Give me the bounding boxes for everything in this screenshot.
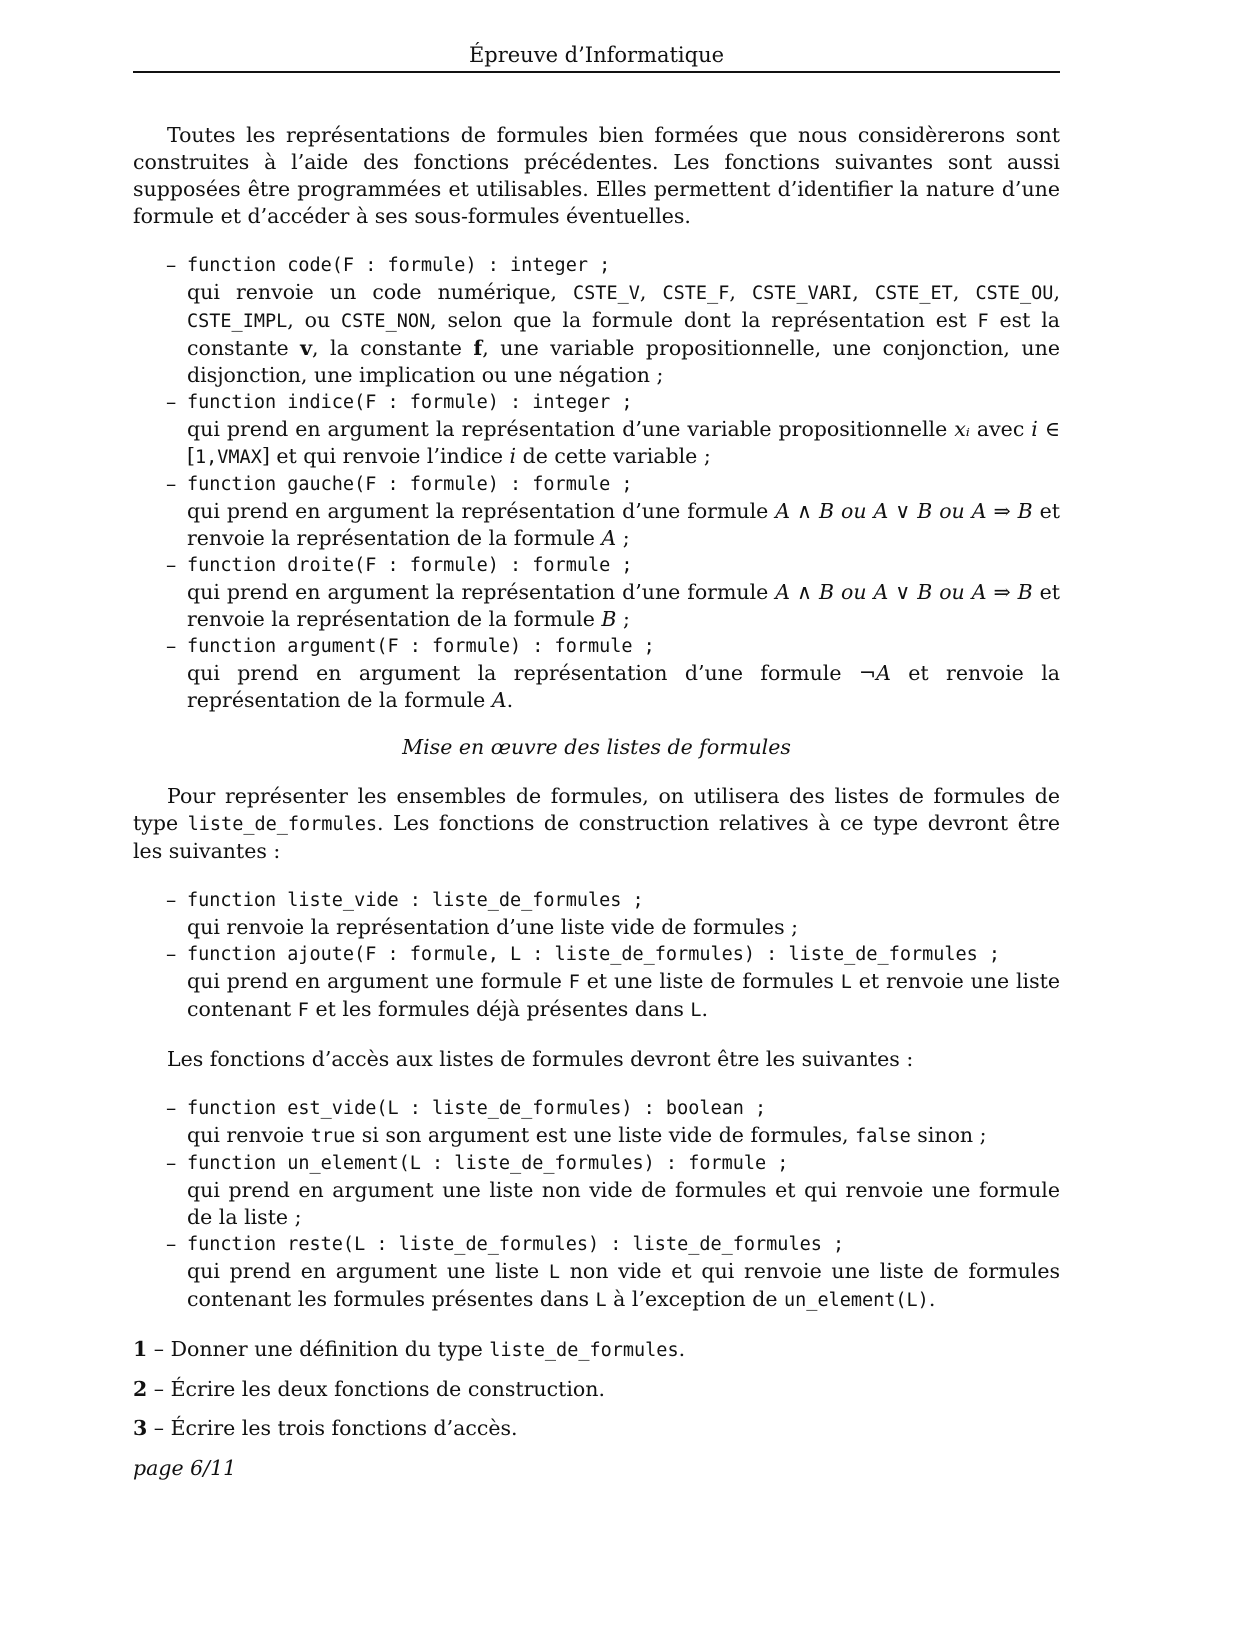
function-signature: function ajoute(F : formule, L : liste_de_formules) : liste_de_formules ; — [187, 944, 1001, 965]
function-description: qui renvoie true si son argument est une liste vide de formules, false sinon ; — [187, 1123, 987, 1147]
function-signature: function argument(F : formule) : formule ; — [187, 636, 655, 657]
list-dash: – — [166, 390, 177, 414]
list-dash: – — [166, 253, 177, 277]
function-signature: function est_vide(L : liste_de_formules) : boolean ; — [187, 1098, 767, 1119]
header-title: Épreuve d’Informatique — [468, 43, 725, 67]
function-reste — [166, 1231, 1060, 1314]
list-dash: – — [166, 472, 177, 496]
list-dash: – — [166, 634, 177, 658]
function-indice — [166, 389, 1060, 471]
question-2: 2 – Écrire les deux fonctions de construction. — [133, 1377, 605, 1401]
function-droite — [166, 552, 1060, 633]
function-description: qui prend en argument une formule F et une liste de formules L et renvoie une liste contenant F et les formules déjà présentes dans L. — [187, 969, 1060, 1021]
function-est-vide — [166, 1095, 1060, 1150]
function-signature: function indice(F : formule) : integer ; — [187, 392, 633, 413]
list-dash: – — [166, 553, 177, 577]
function-description: qui renvoie un code numérique, CSTE_V, CSTE_F, CSTE_VARI, CSTE_ET, CSTE_OU, CSTE_IMPL, ou CSTE_NON, selon que la formule dont la représentation est F est la constante v, la constante f, une variable propositionnelle, une conjonction, une disjonction, une implication ou une négation ; — [187, 280, 1060, 387]
intro-paragraph: Toutes les représentations de formules bien formées que nous considèrerons sont construites à l’aide des fonctions précédentes. Les fonctions suivantes sont aussi supposées être programmées et utilisables. Elles permettent d’identifier la nature d’une formule et d’accéder à ses sous-formules éventuelles. — [133, 123, 1060, 228]
function-description: qui prend en argument la représentation d’une formule ¬A et renvoie la représentation de la formule A. — [187, 661, 1060, 712]
list-dash: – — [166, 1151, 177, 1175]
function-gauche — [166, 471, 1060, 552]
formula-function-list — [133, 252, 1060, 714]
function-description: qui renvoie la représentation d’une liste vide de formules ; — [187, 915, 799, 939]
function-signature: function un_element(L : liste_de_formules) : formule ; — [187, 1153, 789, 1174]
function-un-element — [166, 1150, 1060, 1231]
section-title: Mise en œuvre des listes de formules — [402, 735, 791, 759]
page-content — [133, 122, 1060, 1442]
function-argument — [166, 633, 1060, 714]
access-intro-paragraph: Les fonctions d’accès aux listes de formules devront être les suivantes : — [167, 1047, 914, 1071]
function-code — [166, 252, 1060, 389]
constructor-function-list — [133, 887, 1060, 1024]
function-description: qui prend en argument la représentation d’une variable propositionnelle xᵢ avec i ∈ [1,VMAX] et qui renvoie l’indice i de cette variable ; — [187, 417, 1060, 468]
accessor-function-list — [133, 1095, 1060, 1314]
question-1: 1 – Donner une définition du type liste_de_formules. — [133, 1337, 686, 1361]
page-header — [133, 42, 1060, 73]
function-description: qui prend en argument une liste L non vide et qui renvoie une liste de formules contenant les formules présentes dans L à l’exception de un_element(L). — [187, 1259, 1060, 1311]
list-dash: – — [166, 888, 177, 912]
list-dash: – — [166, 1096, 177, 1120]
function-description: qui prend en argument la représentation d’une formule A ∧ B ou A ∨ B ou A ⇒ B et renvoie la représentation de la formule A ; — [187, 499, 1060, 550]
function-ajoute — [166, 941, 1060, 1024]
list-dash: – — [166, 1232, 177, 1256]
page-number: page 6/11 — [133, 1456, 237, 1480]
function-liste-vide — [166, 887, 1060, 941]
question-3: 3 – Écrire les trois fonctions d’accès. — [133, 1416, 518, 1440]
function-description: qui prend en argument la représentation d’une formule A ∧ B ou A ∨ B ou A ⇒ B et renvoie la représentation de la formule B ; — [187, 580, 1060, 631]
function-signature: function droite(F : formule) : formule ; — [187, 555, 633, 576]
function-signature: function code(F : formule) : integer ; — [187, 255, 611, 276]
function-signature: function gauche(F : formule) : formule ; — [187, 474, 633, 495]
lists-intro-paragraph: Pour représenter les ensembles de formules, on utilisera des listes de formules de type liste_de_formules. Les fonctions de construction relatives à ce type devront être les suivantes : — [133, 784, 1061, 863]
function-description: qui prend en argument une liste non vide de formules et qui renvoie une formule de la liste ; — [187, 1178, 1060, 1229]
list-dash: – — [166, 942, 177, 966]
function-signature: function reste(L : liste_de_formules) : liste_de_formules ; — [187, 1234, 845, 1255]
function-signature: function liste_vide : liste_de_formules ; — [187, 890, 644, 911]
